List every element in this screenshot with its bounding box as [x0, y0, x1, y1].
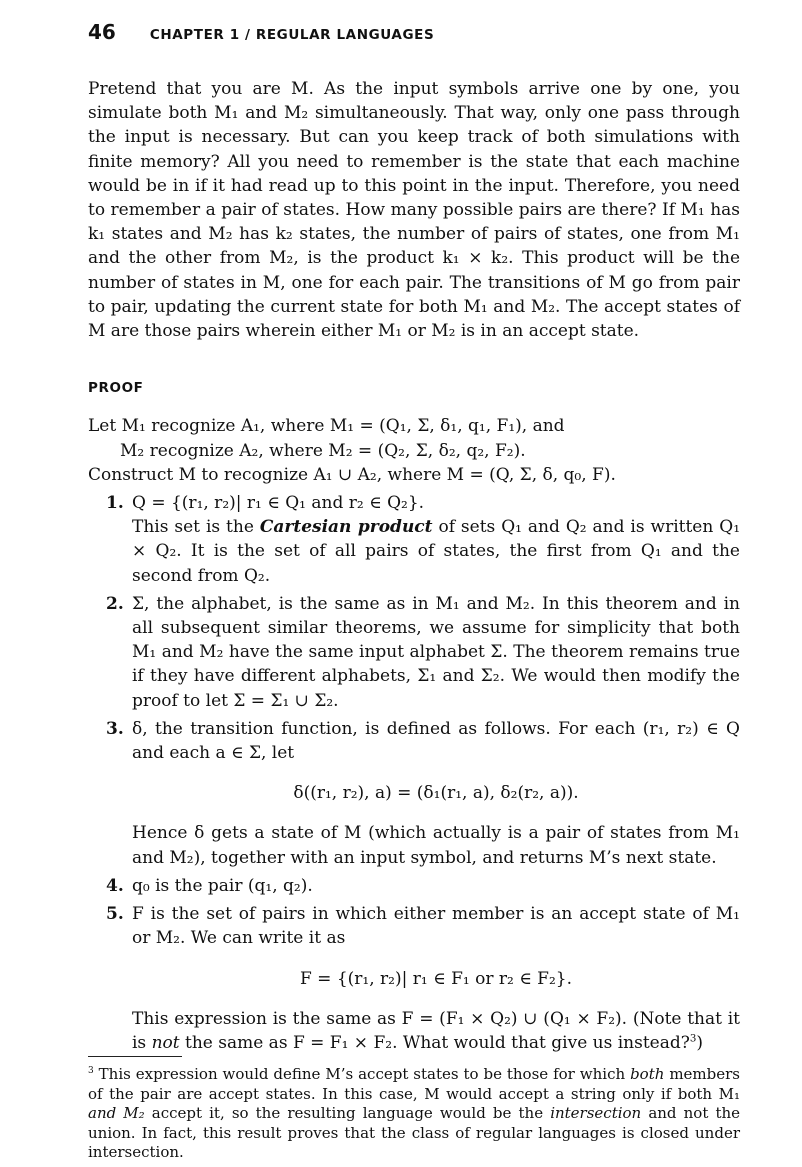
- footnote-text: accept it, so the resulting language would be the: [144, 1104, 551, 1123]
- item-number: 3.: [106, 718, 124, 739]
- list-item: [88, 491, 740, 588]
- list-item: [88, 874, 740, 898]
- key-term: Cartesian product: [259, 517, 433, 538]
- display-equation: δ((r₁, r₂), a) = (δ₁(r₁, a), δ₂(r₂, a)).: [293, 783, 579, 804]
- list-item: [88, 717, 740, 870]
- footnote-number: 3: [88, 1066, 94, 1076]
- emphasis-intersection: intersection: [550, 1104, 642, 1123]
- construct-line: Construct M to recognize A₁ ∪ A₂, where M = (Q, Σ, δ, q₀, F).: [88, 464, 616, 485]
- item-number: 4.: [106, 875, 124, 896]
- page-number: 46: [88, 20, 116, 44]
- proof-let-block: [88, 414, 740, 462]
- item-text: F is the set of pairs in which either member is an accept state of M₁ or M₂. We can write it as: [132, 904, 740, 949]
- item-number: 5.: [106, 904, 124, 925]
- emphasis-both: both: [630, 1065, 665, 1083]
- item-text: the same as F = F₁ × F₂. What would that give us instead?: [179, 1032, 690, 1053]
- intro-paragraph: Pretend that you are M. As the input symbols arrive one by one, you simulate both M₁ and M₂ simultaneously. That way, only one pass through the input is necessary. But can you keep track of both simulations with finite memory? All you need to remember is the state that each machine would be in if it had read up to this point in the input. Therefore, you need to remember a pair of states. How many possible pairs are there? If M₁ has k₁ states and M₂ has k₂ states, the number of pairs of states, one from M₁ and the other from M₂, is the product k₁ × k₂. This product will be the number of states in M, one for each pair. The transitions of M go from pair to pair, updating the current state for both M₁ and M₂. The accept states of M are those pairs wherein either M₁ or M₂ is in an accept state.: [88, 79, 740, 342]
- running-head: [88, 20, 434, 48]
- item-number: 1.: [106, 493, 124, 514]
- item-text: of sets Q₁ and Q₂ and is written Q₁ × Q₂. It is the set of all pairs of states, the first from Q₁ and the second from Q₂.: [132, 517, 741, 586]
- item-text: Hence δ gets a state of M (which actually is a pair of states from M₁ and M₂), together with an input symbol, and returns M’s next state.: [132, 823, 740, 868]
- footnote-text: This expression would define M’s accept states to be those for which: [93, 1065, 631, 1083]
- emphasis-and-m2: and M₂: [88, 1104, 145, 1123]
- item-text: This set is the: [132, 517, 260, 538]
- emphasis-not: not: [151, 1032, 180, 1053]
- item-text: ): [696, 1032, 704, 1053]
- item-number: 2.: [106, 593, 124, 614]
- item-text: Σ, the alphabet, is the same as in M₁ and M₂. In this theorem and in all subsequent similar theorems, we assume for simplicity that both M₁ and M₂ have the same input alphabet Σ. The theorem remains true if they have different alphabets, Σ₁ and Σ₂. We would then modify the proof to let Σ = Σ₁ ∪ Σ₂.: [132, 593, 740, 711]
- let-line-2: M₂ recognize A₂, where M₂ = (Q₂, Σ, δ₂, q₂, F₂).: [120, 440, 526, 461]
- item-text: This expression is the same as F = (F₁ × Q₂) ∪ (Q₁ × F₂). (Note that it is: [132, 1008, 740, 1053]
- list-item: [88, 902, 740, 1055]
- footnote: [88, 1065, 740, 1163]
- definition-list: [88, 491, 740, 1055]
- let-line-1: Let M₁ recognize A₁, where M₁ = (Q₁, Σ, δ₁, q₁, F₁), and: [88, 416, 565, 437]
- footnote-text: and not the union. In fact, this result proves that the class of regular languages is closed under intersection.: [88, 1104, 741, 1162]
- item-text: q₀ is the pair (q₁, q₂).: [132, 875, 313, 896]
- chapter-title: CHAPTER 1 / REGULAR LANGUAGES: [149, 27, 435, 43]
- list-item: [88, 592, 740, 713]
- body-text: [88, 77, 740, 1059]
- item-formula: Q = {(r₁, r₂)| r₁ ∈ Q₁ and r₂ ∈ Q₂}.: [132, 493, 425, 514]
- footnote-marker[interactable]: 3: [689, 1033, 697, 1045]
- footnote-rule: [88, 1056, 182, 1057]
- item-text: δ, the transition function, is defined as follows. For each (r₁, r₂) ∈ Q and each a ∈ Σ, let: [132, 718, 740, 764]
- display-equation: F = {(r₁, r₂)| r₁ ∈ F₁ or r₂ ∈ F₂}.: [299, 968, 573, 989]
- proof-heading: PROOF: [88, 380, 144, 397]
- footnote-text: members of the pair are accept states. In this case, M would accept a string only if both M₁: [88, 1065, 740, 1103]
